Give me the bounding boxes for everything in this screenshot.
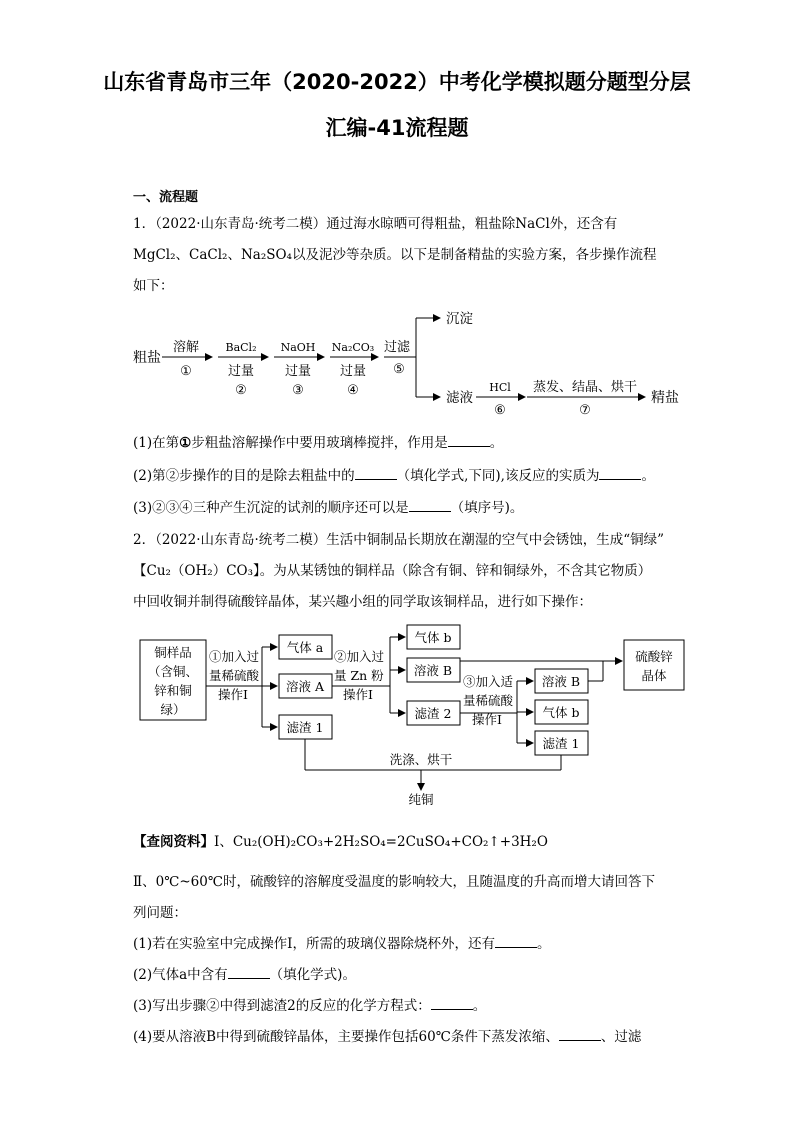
flow1-filtrate: 滤液 xyxy=(446,390,473,406)
q2-sub1 xyxy=(133,932,550,952)
q2-sub4-blank[interactable] xyxy=(559,1028,601,1041)
pure-copper-label: 纯铜 xyxy=(408,792,434,807)
q1-sub3-text-b: （填序号)。 xyxy=(450,500,524,516)
flow1-step7-label: 蒸发、结晶、烘干 xyxy=(532,380,638,395)
flow1-start: 粗盐 xyxy=(133,350,161,366)
q2-sub3-text-a: (3)写出步骤②中得到滤渣2的反应的化学方程式： xyxy=(133,998,431,1014)
q1-sub3-text-a: (3)②③④三种产生沉淀的试剂的顺序还可以是 xyxy=(133,500,409,516)
doc-title-line2: 汇编-41流程题 xyxy=(325,116,469,140)
gas-b-top-label: 气体 b xyxy=(414,630,452,645)
flow1-end: 精盐 xyxy=(651,390,679,406)
flow1-step2-num: ② xyxy=(235,383,247,398)
flow1-step4-reagent: Na₂CO₃ xyxy=(331,341,375,354)
flow1-step3-num: ③ xyxy=(292,383,304,398)
residue2-label: 滤渣 2 xyxy=(414,706,452,721)
flow1-precipitate: 沉淀 xyxy=(446,311,473,327)
flow1-step2-amount: 过量 xyxy=(227,364,255,379)
op1-line3: 操作Ⅰ xyxy=(218,687,248,702)
q2-sub4 xyxy=(133,1025,641,1045)
sample-line2: （含铜、 xyxy=(147,664,199,679)
q2-sub1-text-b: 。 xyxy=(536,936,551,952)
q2-sub2-blank[interactable] xyxy=(228,966,270,979)
sample-line3: 锌和铜 xyxy=(154,683,192,698)
flow1-step4-num: ④ xyxy=(347,383,359,398)
q1-sub2-text-b: （填化学式,下同),该反应的实质为 xyxy=(396,468,600,484)
residue1-right-label: 滤渣 1 xyxy=(542,736,580,751)
section-title: 一、流程题 xyxy=(133,190,199,205)
residue1-left-label: 滤渣 1 xyxy=(286,720,324,735)
q2-sub2 xyxy=(133,963,356,983)
op3-line3: 操作Ⅰ xyxy=(472,712,502,727)
q2-sub1-blank[interactable] xyxy=(495,935,537,948)
q2-reference-2-line1: Ⅱ、0℃~60℃时，硫酸锌的溶解度受温度的影响较大，且随温度的升高而增大请回答下 xyxy=(133,874,655,890)
q1-sub1-text-a: (1)在第 xyxy=(133,435,180,451)
op2-line1: ②加入过 xyxy=(334,649,385,664)
op1-line1: ①加入过 xyxy=(209,649,260,664)
product-line2: 晶体 xyxy=(641,668,667,683)
sample-line4: 绿） xyxy=(160,702,186,717)
q2-sub1-text-a: (1)若在实验室中完成操作Ⅰ，所需的玻璃仪器除烧杯外，还有 xyxy=(133,936,495,952)
flow1-step5-label: 过滤 xyxy=(383,340,411,355)
q2-reference-1 xyxy=(133,830,548,850)
flow1-step1-label: 溶解 xyxy=(172,340,200,355)
gas-b-right-label: 气体 b xyxy=(542,705,580,720)
flow1-step4-amount: 过量 xyxy=(339,364,367,379)
op1-line2: 量稀硫酸 xyxy=(209,668,260,683)
q1-line2: MgCl₂、CaCl₂、Na₂SO₄以及泥沙等杂质。以下是制备精盐的实验方案，各步操作流程 xyxy=(133,247,657,263)
flow1-step1-num: ① xyxy=(180,364,192,379)
q2-sub3-blank[interactable] xyxy=(431,997,473,1010)
q2-reference-1-text: Ⅰ、Cu₂(OH)₂CO₃+2H₂SO₄=2CuSO₄+CO₂↑+3H₂O xyxy=(214,834,548,850)
flow1-step7-num: ⑦ xyxy=(579,403,591,418)
q2-sub3 xyxy=(133,994,486,1014)
flow1-step3-amount: 过量 xyxy=(284,364,312,379)
q1-line3: 如下： xyxy=(133,278,174,294)
flow1-step5-num: ⑤ xyxy=(393,362,405,377)
q2-line2: 【Cu₂（OH₂）CO₃】。为从某锈蚀的铜样品（除含有铜、锌和铜绿外，不含其它物质） xyxy=(133,563,652,579)
q2-sub3-text-b: 。 xyxy=(472,998,487,1014)
q1-sub1-text-b: 步粗盐溶解操作中要用玻璃棒搅拌，作用是 xyxy=(191,435,448,451)
flow1-step6-reagent: HCl xyxy=(489,381,511,394)
op2-line3: 操作Ⅰ xyxy=(343,687,373,702)
product-line1: 硫酸锌 xyxy=(635,649,673,664)
flow1-step6-num: ⑥ xyxy=(494,403,506,418)
sample-line1: 铜样品 xyxy=(154,645,192,660)
solution-b-mid-label: 溶液 B xyxy=(413,663,453,678)
q2-sub4-text-a: (4)要从溶液B中得到硫酸锌晶体，主要操作包括60℃条件下蒸发浓缩、 xyxy=(133,1029,559,1045)
q1-sub2-text-c: 。 xyxy=(641,468,655,484)
q2-reference-2-line2: 列问题： xyxy=(133,905,187,921)
wash-label: 洗涤、烘干 xyxy=(389,752,453,767)
q1-sub1-text-c: 。 xyxy=(489,435,504,451)
q2-sub2-text-b: （填化学式)。 xyxy=(269,967,356,983)
q1-sub1-step-num: ① xyxy=(179,435,192,451)
q2-reference-label: 【查阅资料】 xyxy=(133,834,214,850)
op2-line2: 量 Zn 粉 xyxy=(334,668,384,683)
op3-line1: ③加入适 xyxy=(463,674,514,689)
solution-a-label: 溶液 A xyxy=(285,679,325,694)
q2-sub2-text-a: (2)气体a中含有 xyxy=(133,967,228,983)
q2-sub4-text-b: 、过滤 xyxy=(600,1029,642,1045)
gas-a-label: 气体 a xyxy=(286,640,324,655)
q1-sub2-text-a: (2)第②步操作的目的是除去粗盐中的 xyxy=(133,468,355,484)
op3-line2: 量稀硫酸 xyxy=(463,693,514,708)
q2-line1: 2．（2022·山东青岛·统考二模）生活中铜制品长期放在潮湿的空气中会锈蚀，生成“铜绿” xyxy=(133,532,665,548)
solution-b-right-label: 溶液 B xyxy=(541,674,581,689)
q2-line3: 中回收铜并制得硫酸锌晶体，某兴趣小组的同学取该铜样品，进行如下操作： xyxy=(133,594,592,610)
flow1-step2-reagent: BaCl₂ xyxy=(225,341,257,354)
flow1-step3-reagent: NaOH xyxy=(280,341,316,354)
q1-line1: 1．（2022·山东青岛·统考二模）通过海水晾晒可得粗盐，粗盐除NaCl外，还含有 xyxy=(133,216,618,232)
doc-title-line1: 山东省青岛市三年（2020-2022）中考化学模拟题分题型分层 xyxy=(103,70,691,94)
